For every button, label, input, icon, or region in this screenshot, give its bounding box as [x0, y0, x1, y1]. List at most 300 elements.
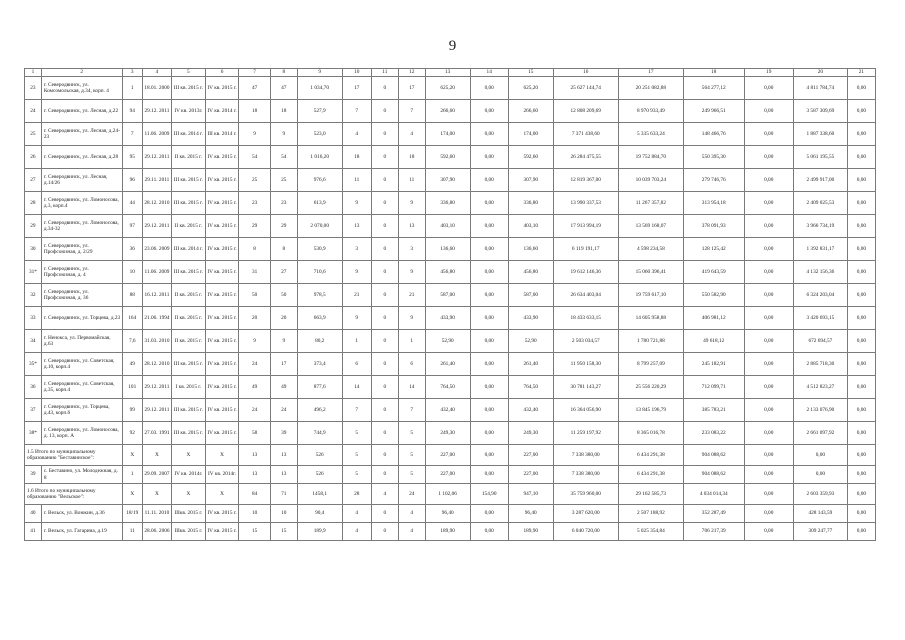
summary-cell: 6 434 291,38 [618, 445, 683, 466]
table-cell: 0,00 [847, 123, 875, 146]
table-cell: 3 [342, 238, 371, 261]
column-number-cell: 13 [425, 69, 470, 77]
summary-cell: 13 [270, 445, 297, 466]
table-cell: 0 [371, 192, 398, 215]
table-cell: 6 [398, 353, 425, 376]
table-cell: 373,4 [297, 353, 342, 376]
table-cell: 26 284 475,55 [553, 146, 618, 169]
table-cell: 96,40 [508, 505, 553, 523]
table-cell: 96 [122, 169, 142, 192]
table-cell: 5 [342, 466, 371, 484]
table-cell: 0,00 [744, 284, 793, 307]
table-cell: 11 259 197,92 [553, 422, 618, 445]
table-cell: 0,00 [470, 399, 508, 422]
table-cell: IV кв. 2015 г. [205, 505, 239, 523]
table-cell: IIIкв. 2015 г. [172, 523, 206, 541]
table-cell: 0 [371, 169, 398, 192]
table-cell: 0,00 [847, 422, 875, 445]
table-cell: 625,20 [508, 77, 553, 100]
table-cell: 0,00 [470, 330, 508, 353]
table-cell: 419 643,59 [683, 261, 744, 284]
table-cell: 7 [398, 100, 425, 123]
table-cell: 4 [342, 523, 371, 541]
address-cell: г. Северодвинск, ул. Лесная, д.24-23 [41, 123, 122, 146]
table-cell: 9 [398, 192, 425, 215]
table-cell: 1 [398, 330, 425, 353]
table-cell: 0,00 [470, 169, 508, 192]
table-cell: 3 [398, 238, 425, 261]
table-cell: 550 395,30 [683, 146, 744, 169]
table-cell: 49 [122, 353, 142, 376]
summary-cell: 35 759 960,00 [553, 484, 618, 505]
address-cell: г. Северодвинск, ул. Советская, д.35, корп.4 [41, 376, 122, 399]
table-cell: 6 119 191,17 [553, 238, 618, 261]
summary-cell: 227,00 [508, 445, 553, 466]
table-cell: 96,40 [425, 505, 470, 523]
address-cell: г. Северодвинск, ул. Лесная, д.22 [41, 100, 122, 123]
table-cell: IV кв. 2015 г. [205, 215, 239, 238]
table-cell: 8 970 933,49 [618, 100, 683, 123]
summary-cell: X [205, 484, 239, 505]
table-row [25, 330, 876, 353]
table-cell: 17 [270, 353, 297, 376]
table-cell: 19 752 884,70 [618, 146, 683, 169]
table-cell: 3 966 734,19 [793, 215, 847, 238]
table-cell: 1 [122, 466, 142, 484]
table-cell: 0,00 [470, 238, 508, 261]
table-cell: 5 [398, 466, 425, 484]
column-number-cell: 7 [239, 69, 270, 77]
table-cell: 10 [270, 505, 297, 523]
table-cell: 20 [239, 307, 270, 330]
table-cell: 0 [371, 261, 398, 284]
table-cell: 352 287,49 [683, 505, 744, 523]
table-cell: 0,00 [470, 307, 508, 330]
table-cell: 0,00 [470, 215, 508, 238]
summary-cell: X [142, 445, 171, 466]
table-cell: 34 [25, 330, 42, 353]
table-cell: 37 [25, 399, 42, 422]
table-cell: 0,00 [847, 399, 875, 422]
table-cell: 6 434 291,38 [618, 466, 683, 484]
table-cell: 4 598 234,58 [618, 238, 683, 261]
table-cell: 877,6 [297, 376, 342, 399]
table-cell: 24 [239, 399, 270, 422]
summary-cell: 227,00 [425, 445, 470, 466]
table-cell: 23 [239, 192, 270, 215]
table-cell: 10 039 703,24 [618, 169, 683, 192]
table-cell: 0,00 [847, 169, 875, 192]
table-cell: 31.03. 2010 [142, 330, 171, 353]
table-cell: 0,00 [470, 284, 508, 307]
column-number-cell: 11 [371, 69, 398, 77]
table-cell: II кв. 2015 г. [172, 284, 206, 307]
table-cell: 0 [371, 399, 398, 422]
table-cell: 564 277,12 [683, 77, 744, 100]
table-cell: III кв. 2015 г. [172, 169, 206, 192]
table-cell: 0,00 [470, 192, 508, 215]
column-number-cell: 18 [683, 69, 744, 77]
table-cell: 266,60 [425, 100, 470, 123]
table-cell: 36 [25, 376, 42, 399]
table-cell: III кв. 2015 г. [172, 422, 206, 445]
table-cell: 30 [25, 238, 42, 261]
table-cell: 5 025 354,84 [618, 523, 683, 541]
table-cell: 0,00 [847, 261, 875, 284]
table-cell: 0 [371, 505, 398, 523]
table-cell: 613,9 [297, 192, 342, 215]
table-cell: 49 [270, 376, 297, 399]
table-cell: 26 [25, 146, 42, 169]
table-cell: 29.12. 2011 [142, 215, 171, 238]
table-cell: IV кв. 2015 г. [205, 307, 239, 330]
table-cell: 456,80 [508, 261, 553, 284]
address-cell: с. Беставино, ул. Молодежная, д. 8 [41, 466, 122, 484]
column-number-cell: 21 [847, 69, 875, 77]
table-cell: 47 [270, 77, 297, 100]
column-number-cell: 8 [270, 69, 297, 77]
address-cell: г. Северодвинск, ул. Ломоносова, д. 13, корп. А [41, 422, 122, 445]
table-cell: 592,60 [425, 146, 470, 169]
table-cell: 0,00 [744, 330, 793, 353]
table-cell: 25 627 144,74 [553, 77, 618, 100]
table-cell: 7 338 380,00 [553, 466, 618, 484]
table-cell: 403,10 [425, 215, 470, 238]
table-cell: 0,00 [744, 307, 793, 330]
table-cell: 9 [239, 330, 270, 353]
table-cell: 9 [270, 330, 297, 353]
table-cell: 4 132 156,36 [793, 261, 847, 284]
address-cell: г. Северодвинск, ул. Лесная, д.28 [41, 146, 122, 169]
table-cell: 1 016,20 [297, 146, 342, 169]
table-cell: 433,90 [425, 307, 470, 330]
table-cell: 5 [342, 422, 371, 445]
table-cell: 433,90 [508, 307, 553, 330]
summary-cell: 84 [239, 484, 270, 505]
table-cell: 97 [122, 215, 142, 238]
table-cell: 28 [25, 192, 42, 215]
table-cell: 2 070,00 [297, 215, 342, 238]
table-cell: 54 [239, 146, 270, 169]
table-cell: 12 819 367,00 [553, 169, 618, 192]
table-cell: 9 [342, 192, 371, 215]
table-cell: 31* [25, 261, 42, 284]
summary-row [25, 445, 876, 466]
table-cell: 8 365 016,78 [618, 422, 683, 445]
table-cell: 164 [122, 307, 142, 330]
address-cell: г. Северодвинск, ул. Торцева, д.23 [41, 307, 122, 330]
table-cell: 0,00 [470, 523, 508, 541]
table-cell: 94 [122, 100, 142, 123]
table-cell: 0 [371, 123, 398, 146]
table-cell: 11.11. 2010 [142, 505, 171, 523]
table-cell: 8 [239, 238, 270, 261]
table-cell: 0,00 [744, 100, 793, 123]
table-cell: III кв. 2015 г. [172, 192, 206, 215]
table-cell: 25 [239, 169, 270, 192]
table-cell: 14 605 958,88 [618, 307, 683, 330]
table-cell: 189,90 [508, 523, 553, 541]
table-cell: 0,00 [847, 100, 875, 123]
table-cell: 40 [25, 505, 42, 523]
table-cell: 11 [342, 169, 371, 192]
table-cell: 18/19 [122, 505, 142, 523]
table-cell: 456,80 [425, 261, 470, 284]
table-cell: 29.12. 2011 [142, 399, 171, 422]
table-cell: 0,00 [470, 100, 508, 123]
summary-cell: X [142, 484, 171, 505]
table-cell: 25 [270, 169, 297, 192]
table-cell: 432,40 [425, 399, 470, 422]
summary-label: 1.6 Итого по муниципальному образованию "Вельское": [25, 484, 123, 505]
table-cell: 0 [371, 330, 398, 353]
table-cell: 0 [371, 466, 398, 484]
summary-cell: X [122, 484, 142, 505]
table-cell: 1 780 721,88 [618, 330, 683, 353]
table-cell: 663,9 [297, 307, 342, 330]
table-row [25, 284, 876, 307]
table-cell: 403,10 [508, 215, 553, 238]
table-cell: II кв. 2015 г. [172, 215, 206, 238]
table-cell: 50 [270, 284, 297, 307]
table-cell: IV кв. 2014 г. [205, 100, 239, 123]
table-cell: 587,00 [425, 284, 470, 307]
table-cell: 174,00 [508, 123, 553, 146]
table-cell: 227,00 [508, 466, 553, 484]
summary-cell: 5 [398, 445, 425, 466]
table-cell: 29 [270, 215, 297, 238]
table-row [25, 215, 876, 238]
summary-cell: 0,00 [793, 445, 847, 466]
table-row [25, 238, 876, 261]
table-row [25, 307, 876, 330]
table-cell: 432,40 [508, 399, 553, 422]
table-cell: 9 [239, 123, 270, 146]
table-row [25, 192, 876, 215]
table-cell: 261,40 [508, 353, 553, 376]
table-cell: 4 811 784,74 [793, 77, 847, 100]
table-row [25, 100, 876, 123]
table-cell: 0,00 [847, 238, 875, 261]
summary-cell: 0,00 [847, 484, 875, 505]
table-cell: 13 [270, 466, 297, 484]
table-cell: 9 [342, 307, 371, 330]
table-cell: I кв. 2015 г. [172, 376, 206, 399]
table-cell: 9 [398, 307, 425, 330]
table-cell: IV кв. 2014г. [172, 466, 206, 484]
table-cell: 385 783,21 [683, 399, 744, 422]
summary-cell: 24 [398, 484, 425, 505]
table-cell: 17 [398, 77, 425, 100]
table-cell: 0,00 [847, 146, 875, 169]
table-cell: 0,00 [744, 123, 793, 146]
table-cell: 249,30 [425, 422, 470, 445]
table-cell: 0,00 [744, 77, 793, 100]
table-cell: 710,6 [297, 261, 342, 284]
table-cell: II кв. 2015 г. [172, 307, 206, 330]
table-cell: 136,60 [425, 238, 470, 261]
table-cell: 2 503 034,57 [553, 330, 618, 353]
table-cell: 764,50 [508, 376, 553, 399]
table-cell: 19 612 146,36 [553, 261, 618, 284]
table-cell: II кв. 2015 г. [172, 330, 206, 353]
table-cell: 0,00 [470, 77, 508, 100]
table-cell: 14 [398, 376, 425, 399]
summary-cell: 28 [342, 484, 371, 505]
table-cell: 29.12. 2011 [142, 376, 171, 399]
table-cell: 29.12. 2011 [142, 146, 171, 169]
table-cell: 33 [25, 307, 42, 330]
table-cell: 11 [398, 169, 425, 192]
table-cell: 0 [371, 238, 398, 261]
table-cell: 4 [342, 123, 371, 146]
table-cell: 27.03. 1991 [142, 422, 171, 445]
table-cell: 18 433 633,15 [553, 307, 618, 330]
column-number-cell: 14 [470, 69, 508, 77]
table-cell: 4 [342, 505, 371, 523]
table-cell: 4 512 823,27 [793, 376, 847, 399]
table-cell: 88 [122, 284, 142, 307]
table-cell: 23 [25, 77, 42, 100]
table-cell: 904 088,62 [683, 466, 744, 484]
summary-label: 1.5 Итого по муниципальному образованию "Беставинское": [25, 445, 123, 466]
table-cell: 174,00 [425, 123, 470, 146]
column-number-cell: 6 [205, 69, 239, 77]
table-cell: 1 [342, 330, 371, 353]
table-cell: 18 [398, 146, 425, 169]
table-cell: 11.06. 2009 [142, 123, 171, 146]
table-cell: 712 099,71 [683, 376, 744, 399]
table-cell: IV кв. 2013г. [172, 100, 206, 123]
table-cell: 11 267 357,82 [618, 192, 683, 215]
table-cell: 17 913 994,19 [553, 215, 618, 238]
table-cell: 28.12. 2010 [142, 353, 171, 376]
table-cell: 0 [371, 146, 398, 169]
table-cell: 0,00 [744, 376, 793, 399]
table-cell: 44 [122, 192, 142, 215]
table-cell: 0,00 [847, 523, 875, 541]
table-cell: 587,00 [508, 284, 553, 307]
table-cell: 6 040 720,00 [553, 523, 618, 541]
page-number: 9 [448, 38, 457, 54]
table-cell: IV кв. 2015 г. [205, 523, 239, 541]
table-cell: IV кв. 2015 г. [205, 77, 239, 100]
table-cell: 0,00 [847, 215, 875, 238]
table-cell: 5 061 195,55 [793, 146, 847, 169]
table-cell: 1 392 831,17 [793, 238, 847, 261]
table-cell: 28.06. 2006 [142, 523, 171, 541]
summary-cell: 904 088,62 [683, 445, 744, 466]
table-cell: 14 [342, 376, 371, 399]
table-cell: 92 [122, 422, 142, 445]
table-cell: 54 [270, 146, 297, 169]
table-cell: 2 133 076,90 [793, 399, 847, 422]
address-cell: г. Северодвинск, ул. Лесная, д.14/26 [41, 169, 122, 192]
table-cell: 336,80 [425, 192, 470, 215]
table-row [25, 376, 876, 399]
table-cell: 29 [25, 215, 42, 238]
table-cell: 0,00 [847, 505, 875, 523]
table-cell: 2 507 188,92 [618, 505, 683, 523]
table-cell: 13 [342, 215, 371, 238]
table-cell: 24 [25, 100, 42, 123]
table-cell: 2 885 718,30 [793, 353, 847, 376]
table-cell: 16.12. 2011 [142, 284, 171, 307]
table-cell: 0 [371, 376, 398, 399]
table-cell: 80,2 [297, 330, 342, 353]
table-row [25, 169, 876, 192]
table-cell: 12 808 209,69 [553, 100, 618, 123]
table-cell: 7,6 [122, 330, 142, 353]
summary-cell: 13 [239, 445, 270, 466]
table-cell: 136,60 [508, 238, 553, 261]
table-cell: 0 [371, 307, 398, 330]
address-cell: г. Северодвинск, ул. Ломоносова, д.34-32 [41, 215, 122, 238]
table-cell: 0,00 [744, 146, 793, 169]
table-cell: 27 [270, 261, 297, 284]
column-number-cell: 17 [618, 69, 683, 77]
table-cell: 10 [239, 505, 270, 523]
table-cell: 30 781 143,27 [553, 376, 618, 399]
table-cell: 25 [25, 123, 42, 146]
table-cell: IV кв. 2015 г. [205, 146, 239, 169]
table-cell: 9 [342, 261, 371, 284]
table-cell: 0,00 [470, 466, 508, 484]
table-cell: 261,40 [425, 353, 470, 376]
table-cell: 0 [371, 523, 398, 541]
column-number-cell: 5 [172, 69, 206, 77]
table-cell: 8 [270, 238, 297, 261]
table-cell: 249,30 [508, 422, 553, 445]
table-cell: 20 [270, 307, 297, 330]
table-cell: III кв. 2014 г. [172, 238, 206, 261]
table-cell: 52,90 [508, 330, 553, 353]
column-number-cell: 16 [553, 69, 618, 77]
table-cell: 307,90 [508, 169, 553, 192]
table-cell: 0 [371, 77, 398, 100]
table-cell: 625,20 [425, 77, 470, 100]
table-cell: 35* [25, 353, 42, 376]
summary-cell: 0,00 [744, 445, 793, 466]
table-cell: 15 [270, 523, 297, 541]
summary-cell: X [205, 445, 239, 466]
table-row [25, 146, 876, 169]
table-cell: 18.01. 2000 [142, 77, 171, 100]
column-number-cell: 12 [398, 69, 425, 77]
table-cell: 0,00 [847, 466, 875, 484]
table-cell: III кв. 2015 г. [172, 353, 206, 376]
table-cell: 0 [371, 284, 398, 307]
column-number-cell: 19 [744, 69, 793, 77]
address-cell: г. Северодвинск, ул. Торцева, д.43, корп.6 [41, 399, 122, 422]
table-row [25, 77, 876, 100]
table-cell: 764,50 [425, 376, 470, 399]
table-cell: 95 [122, 146, 142, 169]
table-cell: 0,00 [847, 376, 875, 399]
table-cell: 0,00 [744, 215, 793, 238]
table-cell: IV кв. 2015 г. [205, 192, 239, 215]
table-cell: 189,9 [297, 523, 342, 541]
table-cell: 29.12. 2011 [142, 100, 171, 123]
table-cell: 0,00 [470, 146, 508, 169]
address-cell: г. Вельск, ул. Воюкин, д.36 [41, 505, 122, 523]
column-number-cell: 10 [342, 69, 371, 77]
table-row [25, 399, 876, 422]
table-cell: 18 [270, 100, 297, 123]
table-cell: III кв. 2015 г. [172, 77, 206, 100]
table-cell: 1 [122, 77, 142, 100]
table-cell: IV кв. 2015 г. [205, 330, 239, 353]
